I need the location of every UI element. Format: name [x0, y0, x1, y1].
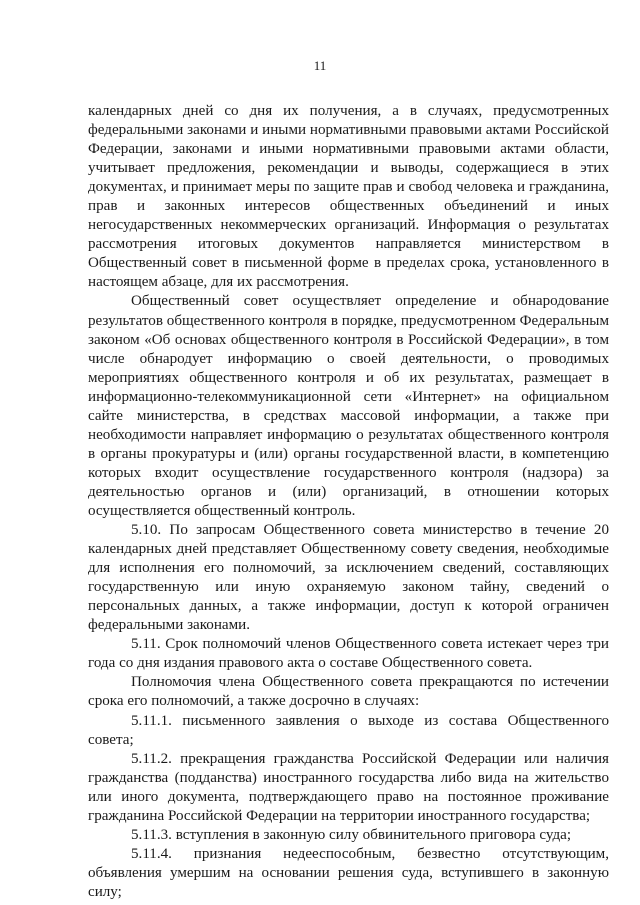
paragraph-5-11-3: 5.11.3. вступления в законную силу обвинительного приговора суда;	[131, 826, 572, 843]
paragraph-5-11: 5.11. Срок полномочий членов Общественного совета истекает через три года со дня издания правового акта о составе Общественного совета.	[88, 636, 609, 672]
paragraph-5-11-2: 5.11.2. прекращения гражданства Российской Федерации или наличия гражданства (подданства) иностранного государства либо вида на жительство или иного документа, подтверждающего право на постоянное проживание гражданина Российской Федерации на территории иностранного государства;	[88, 750, 609, 824]
paragraph-5-11-4: 5.11.4. признания недееспособным, безвестно отсутствующим, объявления умершим на основании решения суда, вступившего в законную силу;	[88, 845, 609, 900]
paragraph-5-10: 5.10. По запросам Общественного совета министерство в течение 20 календарных дней представляет Общественному совету сведения, необходимые для исполнения его полномочий, за исключением сведений, составляющих государственную или иную охраняемую законом тайну, сведений о персональных данных, а также информации, доступ к которой ограничен федеральными законами.	[88, 522, 609, 634]
paragraph-5-11-1: 5.11.1. письменного заявления о выходе из состава Общественного совета;	[88, 712, 609, 748]
document-body	[88, 102, 609, 902]
paragraph-public-council-results: Общественный совет осуществляет определение и обнародование результатов общественного контроля в порядке, предусмотренном Федеральным законом «Об основах общественного контроля в Российской Федерации», в том числе обнародует информацию о своей деятельности, о проводимых мероприятиях общественного контроля и об их результатах, размещает в информационно-телекоммуникационной сети «Интернет» на официальном сайте министерства, в средствах массовой информации, а также при необходимости направляет информацию о результатах общественного контроля в органы прокуратуры и (или) органы государственной власти, в компетенцию которых входит осуществление государственного контроля (надзора) за деятельностью органов и (или) организаций, в отношении которых осуществляется общественный контроль.	[88, 293, 609, 519]
paragraph-continuation: календарных дней со дня их получения, а в случаях, предусмотренных федеральными законами и иными нормативными правовыми актами Российской Федерации, законами и иными нормативными правовыми актами области, учитывает предложения, рекомендации и выводы, содержащиеся в этих документах, и принимает меры по защите прав и свобод человека и гражданина, прав и законных интересов общественных объединений и иных негосударственных некоммерческих организаций. Информация о результатах рассмотрения итоговых документов направляется министерством в Общественный совет в письменной форме в пределах срока, установленного в настоящем абзаце, для их рассмотрения.	[88, 103, 609, 291]
page-number: 11	[313, 58, 327, 73]
paragraph-termination-cases: Полномочия члена Общественного совета прекращаются по истечении срока его полномочий, а также досрочно в случаях:	[88, 674, 609, 710]
